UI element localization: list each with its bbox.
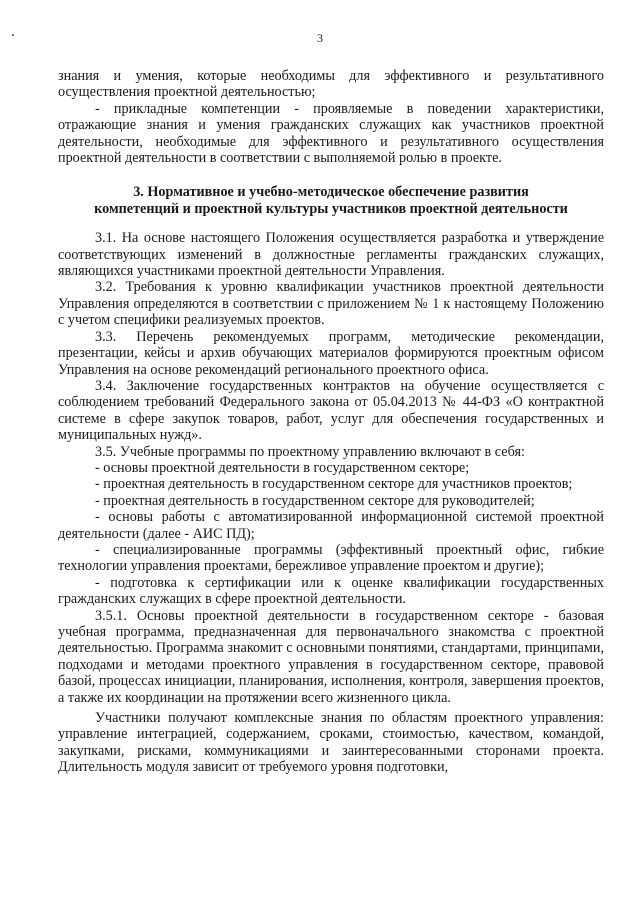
page-number: 3 bbox=[317, 31, 323, 45]
list-item: - основы проектной деятельности в государственном секторе; bbox=[95, 459, 470, 476]
paragraph-3-5-1: 3.5.1. Основы проектной деятельности в государственном секторе - базовая учебная программа, предназначенная для первоначального знакомства с проектной деятельностью. Программа знакомит с основными понятиями, стандартами, принципами, подходами и методами проектного управления в государственном секторе, правовой базой, процессах инициации, планирования, исполнения, контроля, завершения проектов, а также их координации на протяжении всего жизненного цикла. bbox=[58, 607, 604, 706]
paragraph-3-2: 3.2. Требования к уровню квалификации участников проектной деятельности Управления определяются в соответствии с приложением № 1 к настоящему Положению с учетом специфики реализуемых проектов. bbox=[58, 279, 604, 329]
section-heading-line-2: компетенций и проектной культуры участников проектной деятельности bbox=[94, 200, 568, 217]
list-item: - проектная деятельность в государственном секторе для руководителей; bbox=[95, 492, 535, 509]
document-body bbox=[58, 68, 604, 776]
paragraph-intro-1: знания и умения, которые необходимы для эффективного и результативного осуществления проектной деятельностью; bbox=[58, 68, 604, 101]
list-item: - проектная деятельность в государственном секторе для участников проектов; bbox=[95, 476, 573, 493]
section-heading-line-1: 3. Нормативное и учебно-методическое обеспечение развития bbox=[133, 184, 529, 201]
list-item: - специализированные программы (эффективный проектный офис, гибкие технологии управления проектами, бережливое управление проектом и другие); bbox=[58, 541, 604, 575]
list-item: - основы работы с автоматизированной информационной системой проектной деятельности (далее - АИС ПД); bbox=[58, 509, 604, 542]
paragraph-3-5: 3.5. Учебные программы по проектному управлению включают в себя: bbox=[95, 443, 525, 460]
paragraph-intro-2: - прикладные компетенции - проявляемые в поведении характеристики, отражающие знания и умения гражданских служащих как участников проектной деятельности, необходимые для эффективного и результативного осуществления проектной деятельности в соответствии с выполняемой ролью в проекте. bbox=[58, 100, 604, 167]
paragraph-3-4: 3.4. Заключение государственных контрактов на обучение осуществляется с соблюдением требований Федерального закона от 05.04.2013 № 44-ФЗ «О контрактной системе в сфере закупок товаров, работ, услуг для обеспечения государственных и муниципальных нужд». bbox=[58, 377, 604, 444]
paragraph-participants: Участники получают комплексные знания по областям проектного управления: управление интеграцией, содержанием, сроками, стоимостью, качеством, командой, закупками, рисками, коммуникациями и заинтересованными сторонами проекта. Длительность модуля зависит от требуемого уровня подготовки, bbox=[58, 710, 604, 776]
paragraph-3-3: 3.3. Перечень рекомендуемых программ, методические рекомендации, презентации, кейсы и архив обучающих материалов формируются проектным офисом Управления на основе рекомендаций регионального проектного офиса. bbox=[58, 328, 604, 378]
list-item: - подготовка к сертификации или к оценке квалификации государственных гражданских служащих в сфере проектной деятельности. bbox=[58, 574, 604, 608]
paragraph-3-1: 3.1. На основе настоящего Положения осуществляется разработка и утверждение соответствующих изменений в должностные регламенты гражданских служащих, являющихся участниками проектной деятельности Управления. bbox=[58, 230, 604, 280]
section-heading bbox=[58, 184, 604, 217]
